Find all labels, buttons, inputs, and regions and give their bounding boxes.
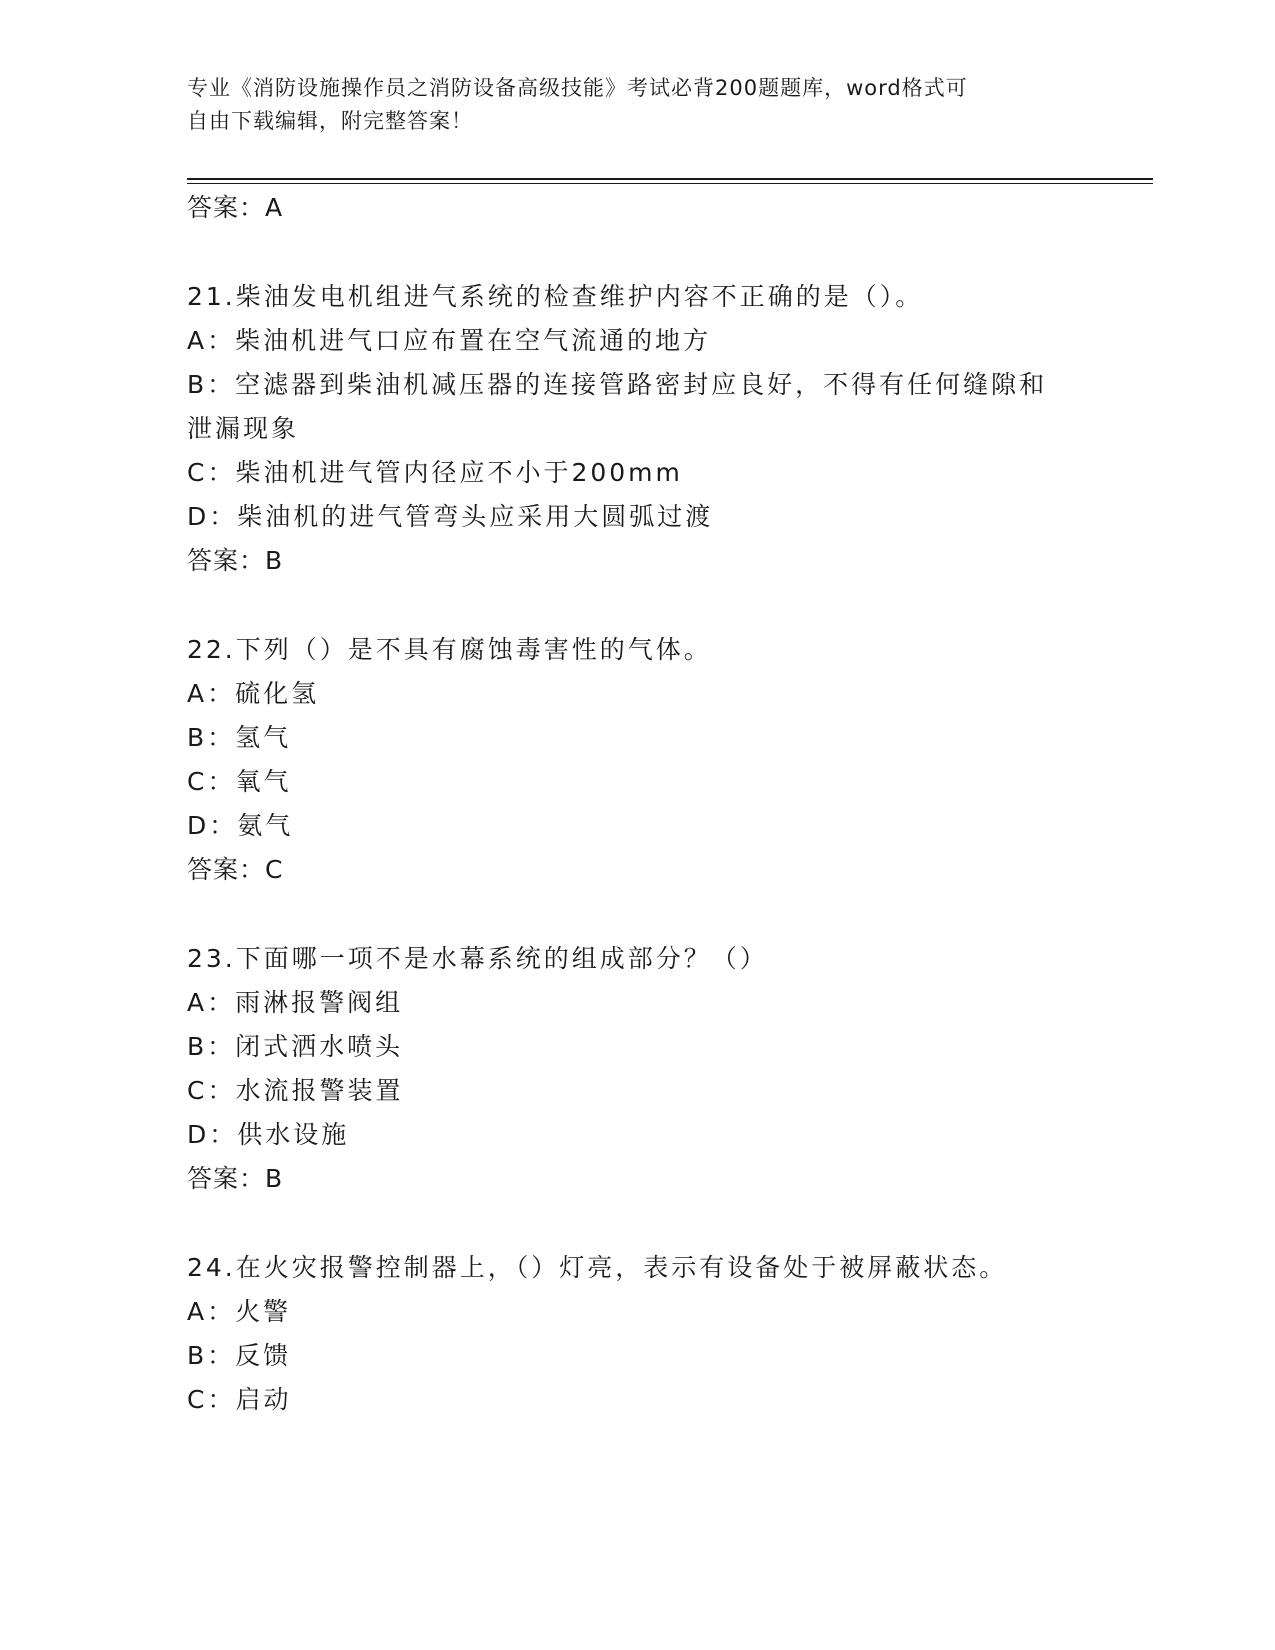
- question-22-answer: 答案：C: [187, 855, 284, 884]
- question-21-option-c: C：柴油机进气管内径应不小于200mm: [187, 458, 683, 487]
- question-23-stem: 23.下面哪一项不是水幕系统的组成部分？（）: [187, 944, 768, 973]
- question-24-option-a: A：火警: [187, 1297, 292, 1326]
- question-21-stem: 21.柴油发电机组进气系统的检查维护内容不正确的是（）。: [187, 282, 924, 311]
- document-header: [187, 72, 1067, 138]
- question-23-option-d: D：供水设施: [187, 1120, 350, 1149]
- question-22-option-a: A：硫化氢: [187, 679, 320, 708]
- header-line-2: 自由下载编辑，附完整答案！: [187, 109, 473, 133]
- question-22-stem: 22.下列（）是不具有腐蚀毒害性的气体。: [187, 635, 712, 664]
- question-21-option-b-cont: 泄漏现象: [187, 414, 300, 443]
- header-divider-thick: [187, 178, 1153, 180]
- question-21-option-a: A：柴油机进气口应布置在空气流通的地方: [187, 326, 712, 355]
- question-21-option-d: D：柴油机的进气管弯头应采用大圆弧过渡: [187, 502, 714, 531]
- question-22-option-c: C：氧气: [187, 767, 292, 796]
- header-line-1: 专业《消防设施操作员之消防设备高级技能》考试必背200题题库，word格式可: [187, 76, 968, 100]
- question-23-option-b: B：闭式洒水喷头: [187, 1032, 404, 1061]
- question-24-option-b: B：反馈: [187, 1341, 292, 1370]
- question-22-option-d: D：氨气: [187, 811, 294, 840]
- question-21-answer: 答案：B: [187, 546, 284, 575]
- question-23-option-a: A：雨淋报警阀组: [187, 988, 404, 1017]
- question-21-option-b: B：空滤器到柴油机减压器的连接管路密封应良好，不得有任何缝隙和: [187, 370, 1048, 399]
- question-23-option-c: C：水流报警装置: [187, 1076, 404, 1105]
- question-23-answer: 答案：B: [187, 1164, 284, 1193]
- header-divider-thin: [187, 183, 1153, 184]
- question-22-option-b: B：氢气: [187, 723, 292, 752]
- question-24-option-c: C：启动: [187, 1385, 292, 1414]
- previous-answer: 答案：A: [187, 193, 284, 222]
- question-24-stem: 24.在火灾报警控制器上，（）灯亮，表示有设备处于被屏蔽状态。: [187, 1253, 1008, 1282]
